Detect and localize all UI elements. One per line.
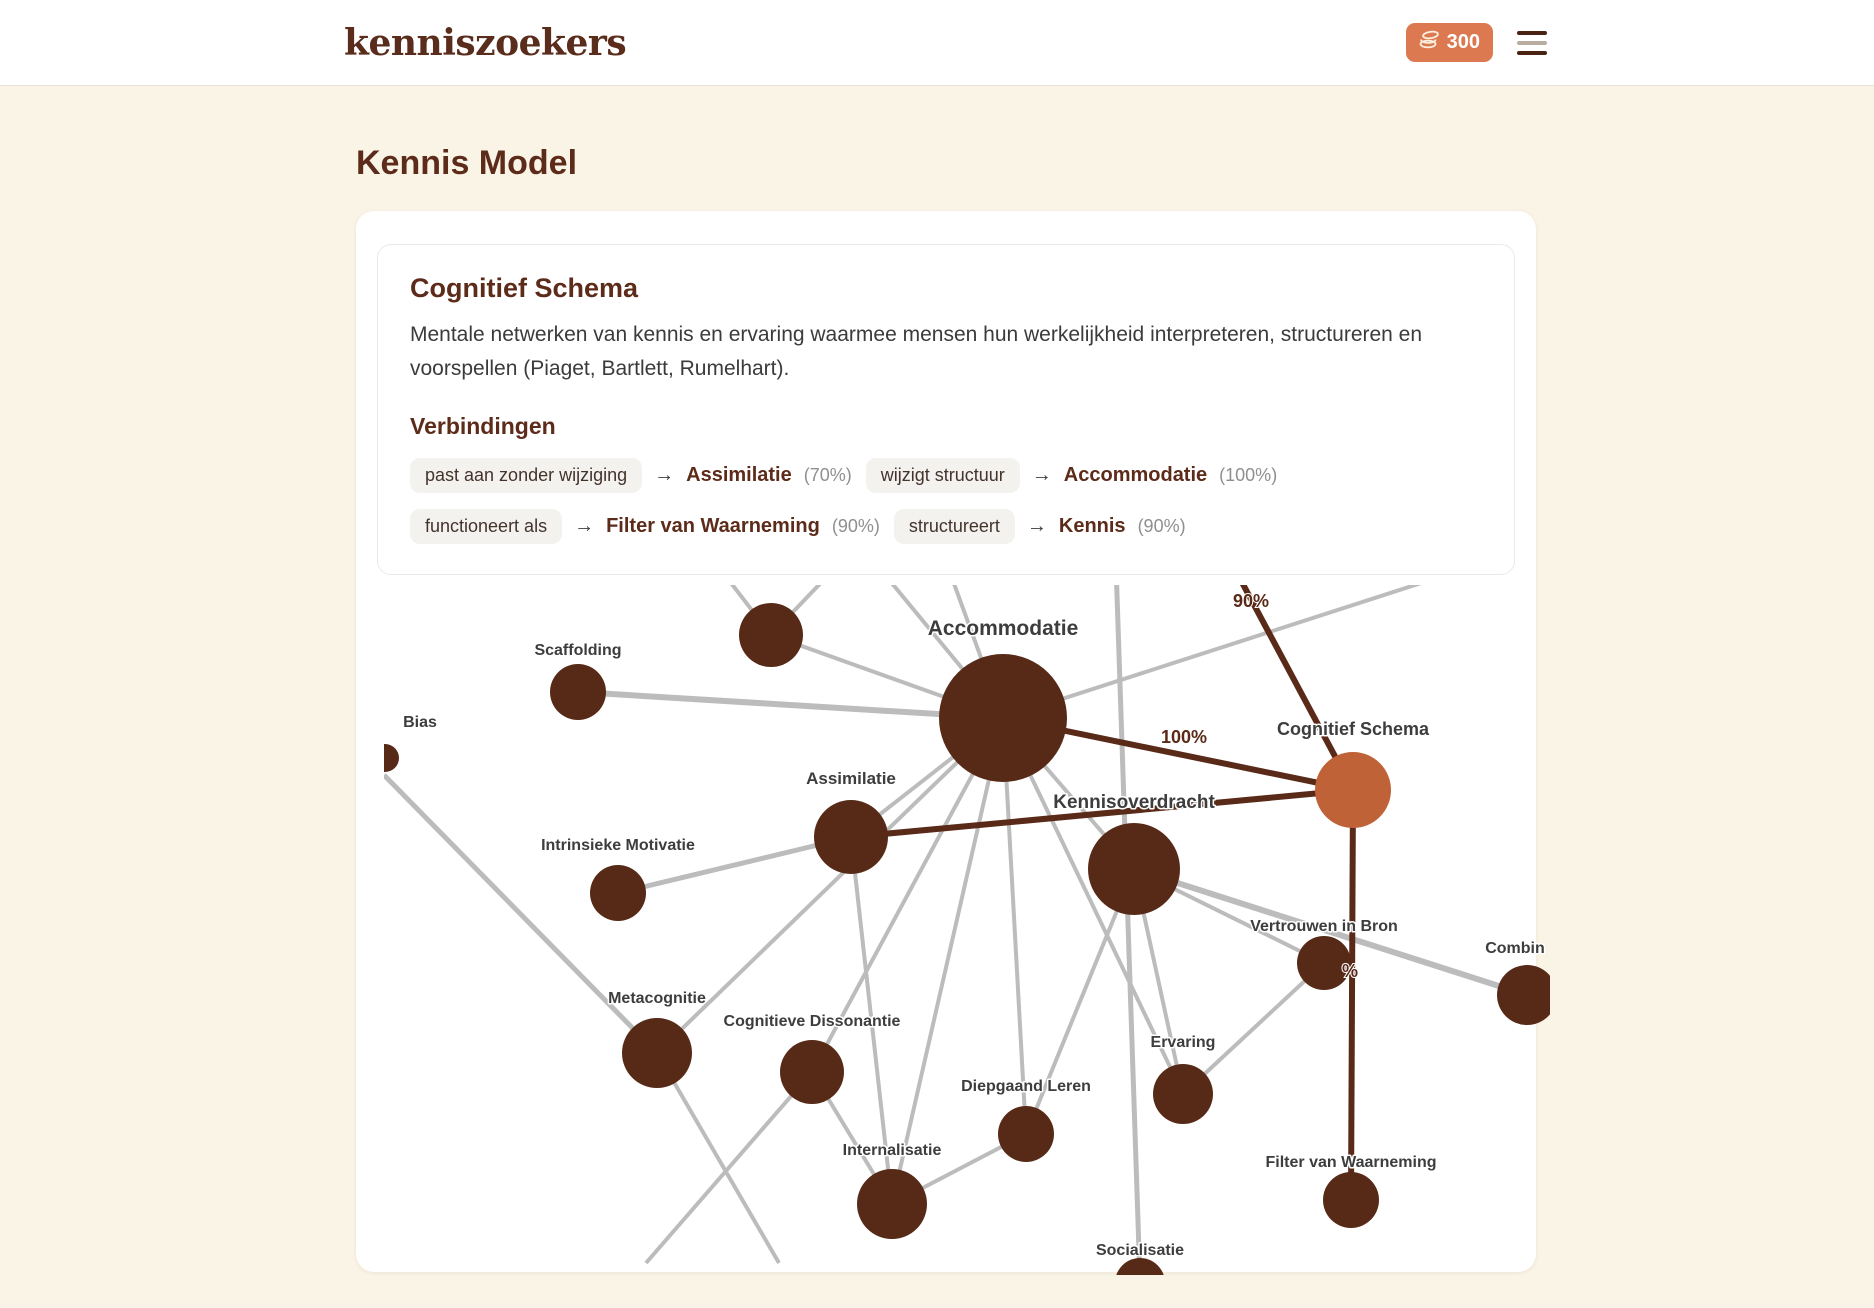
graph-node-label: Combin bbox=[1485, 940, 1545, 958]
connection-item bbox=[894, 509, 1186, 544]
knowledge-model-card bbox=[356, 211, 1545, 1272]
graph-node-label: Bias bbox=[403, 714, 437, 732]
graph-node-label: Diepgaand Leren bbox=[961, 1078, 1091, 1096]
graph-node-label: Intrinsieke Motivatie bbox=[541, 837, 695, 855]
connection-target-link[interactable]: Kennis bbox=[1058, 515, 1126, 538]
graph-node-intrinsieke-motivatie[interactable] bbox=[590, 865, 646, 921]
graph-node-label: Filter van Waarneming bbox=[1265, 1154, 1437, 1172]
graph-node-scaffolding[interactable] bbox=[550, 664, 606, 720]
connection-item bbox=[866, 458, 1277, 493]
graph-node[interactable] bbox=[739, 603, 803, 667]
graph-node-assimilatie[interactable] bbox=[814, 800, 888, 874]
graph-node-diepgaand-leren[interactable] bbox=[998, 1106, 1054, 1162]
connection-weight: (90%) bbox=[1137, 516, 1186, 537]
coins-icon bbox=[1419, 30, 1440, 55]
graph-edge bbox=[646, 1072, 812, 1263]
arrow-icon: → bbox=[574, 515, 595, 538]
concept-description: Mentale netwerken van kennis en ervaring waarmee mensen hun werkelijkheid interpreteren, structureren en voorspellen (Piaget, Bartlett, Rumelhart). bbox=[410, 323, 1423, 380]
graph-edge bbox=[1116, 585, 1140, 1275]
connection-item bbox=[410, 458, 852, 493]
graph-node-label: Internalisatie bbox=[842, 1142, 942, 1160]
edge-weight-label: 100% bbox=[1160, 727, 1208, 748]
knowledge-graph[interactable] bbox=[384, 585, 1550, 1275]
concept-info-panel bbox=[377, 244, 1515, 575]
connection-target-link[interactable]: Assimilatie bbox=[686, 464, 792, 487]
relation-chip: functioneert als bbox=[410, 509, 562, 544]
connection-target-link[interactable]: Filter van Waarneming bbox=[606, 515, 820, 538]
connection-target-link[interactable]: Accommodatie bbox=[1063, 464, 1208, 487]
connections-list bbox=[410, 458, 1482, 544]
connection-weight: (70%) bbox=[803, 465, 852, 486]
relation-chip: wijzigt structuur bbox=[866, 458, 1020, 493]
graph-node-label: Accommodatie bbox=[927, 617, 1079, 641]
edge-weight-label: 90% bbox=[1232, 591, 1270, 612]
graph-node-cognitief-schema[interactable] bbox=[1315, 752, 1391, 828]
relation-chip: structureert bbox=[894, 509, 1015, 544]
graph-node-internalisatie[interactable] bbox=[857, 1169, 927, 1239]
topbar-actions bbox=[1406, 23, 1547, 62]
connections-title: Verbindingen bbox=[410, 413, 556, 440]
graph-node-bias[interactable] bbox=[384, 744, 399, 772]
graph-node-metacognitie[interactable] bbox=[622, 1018, 692, 1088]
graph-node-label: Ervaring bbox=[1150, 1034, 1216, 1052]
connection-weight: (90%) bbox=[831, 516, 880, 537]
graph-node-label: Socialisatie bbox=[1095, 1242, 1185, 1260]
top-navigation-bar bbox=[0, 0, 1874, 86]
graph-edge-highlighted bbox=[1351, 790, 1353, 1200]
coin-count: 300 bbox=[1446, 31, 1480, 53]
graph-node-label: Cognitieve Dissonantie bbox=[723, 1013, 901, 1031]
site-logo[interactable]: kenniszoekers bbox=[344, 21, 627, 64]
graph-node-label: Metacognitie bbox=[608, 990, 706, 1008]
page-title: Kennis Model bbox=[356, 144, 578, 182]
connection-item bbox=[410, 509, 880, 544]
arrow-icon: → bbox=[1031, 464, 1052, 487]
graph-node-label: Cognitief Schema bbox=[1276, 719, 1430, 740]
graph-node-kennisoverdracht[interactable] bbox=[1088, 823, 1180, 915]
graph-node-filter-van-waarneming[interactable] bbox=[1323, 1172, 1379, 1228]
main-content bbox=[0, 86, 1874, 1272]
graph-node-cognitieve-dissonantie[interactable] bbox=[780, 1040, 844, 1104]
relation-chip: past aan zonder wijziging bbox=[410, 458, 642, 493]
coin-balance-badge[interactable] bbox=[1406, 23, 1493, 62]
graph-node-label: Kennisoverdracht bbox=[1053, 792, 1215, 814]
graph-node-label: Scaffolding bbox=[534, 642, 622, 660]
graph-node-ervaring[interactable] bbox=[1153, 1064, 1213, 1124]
hamburger-menu-icon[interactable] bbox=[1517, 31, 1547, 55]
graph-node-accommodatie[interactable] bbox=[939, 654, 1067, 782]
arrow-icon: → bbox=[1026, 515, 1047, 538]
edge-weight-label: % bbox=[1342, 961, 1359, 982]
connection-weight: (100%) bbox=[1219, 465, 1278, 486]
graph-node-combin[interactable] bbox=[1497, 965, 1550, 1025]
arrow-icon: → bbox=[654, 464, 675, 487]
graph-node-label: Assimilatie bbox=[806, 769, 896, 789]
graph-node-label: Vertrouwen in Bron bbox=[1250, 918, 1398, 936]
graph-node-socialisatie[interactable] bbox=[1115, 1258, 1165, 1275]
concept-heading: Cognitief Schema bbox=[410, 273, 639, 303]
